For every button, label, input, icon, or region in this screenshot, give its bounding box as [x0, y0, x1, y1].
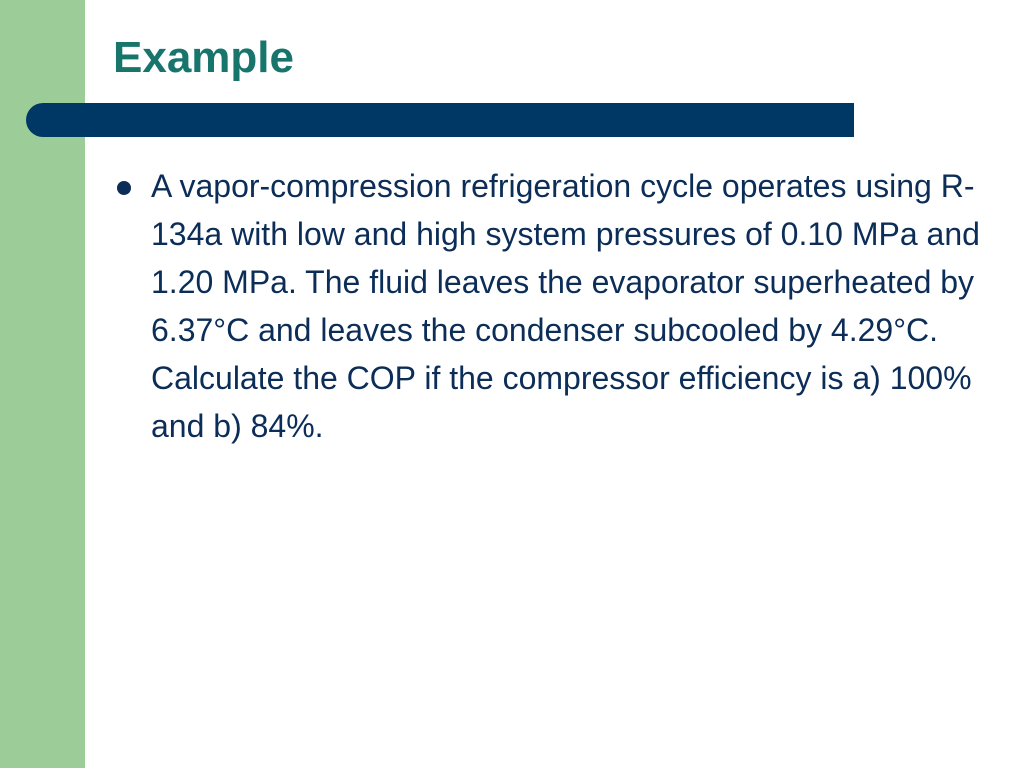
bullet-item [110, 162, 1000, 450]
slide-title: Example [113, 33, 294, 82]
slide-content [110, 162, 1000, 450]
bullet-dot-icon [117, 181, 131, 195]
bullet-text: A vapor-compression refrigeration cycle operates using R-134a with low and high system pressures of 0.10 MPa and 1.20 MPa. The fluid leaves the evaporator superheated by 6.37°C and leaves the condenser subcooled by 4.29°C. Calculate the COP if the compressor efficiency is a) 100% and b) 84%. [151, 168, 980, 444]
title-underline-bar [26, 103, 854, 137]
